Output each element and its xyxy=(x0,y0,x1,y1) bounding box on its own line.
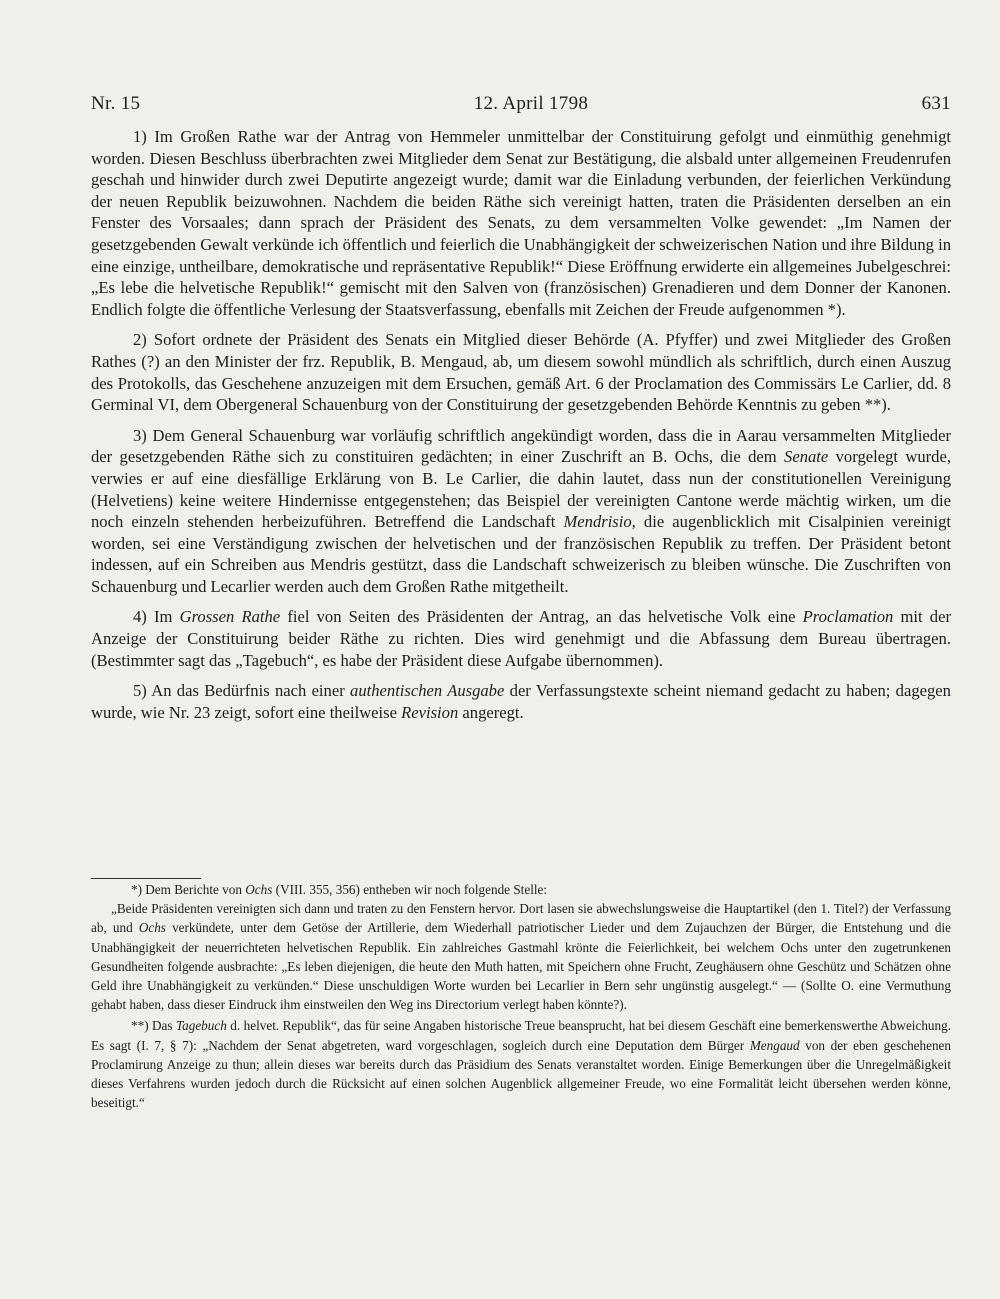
footnote-1-quote xyxy=(91,899,951,1014)
paragraph-text: fiel von Seiten des Präsidenten der Antrag, an das helvetische Volk eine xyxy=(280,607,803,627)
emphasis-text: Mengaud xyxy=(749,1037,800,1053)
paragraph-text: , die augenblicklich mit Cisalpinien vereinigt worden, sei eine Verständigung zwischen der helvetischen und der französischen Republik zu treffen. Der Präsident betont indessen, auf ein Schreiben aus Mendris gestützt, dass die Landschaft schweizerisch zu bleiben wünsche. Die Zuschriften von Schauenburg und Lecarlier werden auch dem Großen Rathe mitgetheilt. xyxy=(91,512,951,596)
paragraph-text: 1) Im Großen Rathe war der Antrag von Hemmeler unmittelbar der Constituirung gefolgt und einmüthig genehmigt worden. Diesen Beschluss überbrachten zwei Mitglieder dem Senat zur Bestätigung, die alsbald unter allgemeinen Freudenrufen geschah und hinwider durch zwei Deputirte angezeigt wurde; damit war die Einladung verbunden, der feierlichen Verkündung der neuen Republik beizuwohnen. Nachdem die beiden Räthe sich vereinigt hatten, traten die Präsidenten derselben an ein Fenster des Vorsaales; dann sprach der Präsident des Senats, zu dem versammelten Volke gewendet: „Im Namen der gesetzgebenden Gewalt verkünde ich öffentlich und feierlich die Unabhängigkeit der schweizerischen Nation und ihre Bildung in eine einzige, untheilbare, demokratische und repräsentative Republik!“ Diese Eröffnung erwiderte ein allgemeines Jubelgeschrei: „Es lebe die helvetische Republik!“ gemischt mit den Salven von (französischen) Grenadieren und dem Donner der Kanonen. Endlich folgte die öffentliche Verlesung der Staatsverfassung, ebenfalls mit Zeichen der Freude aufgenommen *). xyxy=(91,127,951,319)
emphasis-text: authentischen Ausgabe xyxy=(350,681,505,701)
emphasis-text: Proclamation xyxy=(802,607,894,627)
emphasis-text: Ochs xyxy=(138,920,166,936)
paragraph-5 xyxy=(91,680,951,723)
paragraph-4 xyxy=(91,606,951,671)
paragraph-text: mit der Anzeige der Constituirung beider Räthe zu richten. Dies wird genehmigt und die Abfassung dem Bureau übertragen. (Bestimmter sagt das „Tagebuch“, es habe der Präsident diese Aufgabe übernommen). xyxy=(91,607,951,670)
paragraph-text: 4) Im xyxy=(133,607,180,627)
emphasis-text: Revision xyxy=(401,702,459,722)
footnote-divider xyxy=(91,878,201,879)
footnote-text: **) Das xyxy=(131,1018,177,1034)
paragraph-3 xyxy=(91,425,951,598)
paragraph-2 xyxy=(91,329,951,415)
paragraph-text: vorgelegt wurde, verwies er auf eine diesfällige Erklärung von B. Le Carlier, die dahin lautet, dass nun der constitutionellen Vereinigung (Helvetiens) keine weitere Hindernisse entgegenstehen; das Beispiel der vereinigten Cantone werde mächtig wirken, um die noch einzeln stehenden herbeizuführen. Betreffend die Landschaft xyxy=(91,447,951,532)
footnote-2 xyxy=(91,1016,951,1112)
emphasis-text: Mendrisio xyxy=(563,512,632,532)
paragraph-text: angeregt. xyxy=(458,702,524,722)
paragraph-text: 5) An das Bedürfnis nach einer xyxy=(133,681,351,701)
paragraph-text: der Verfassungstexte scheint niemand gedacht zu haben; dagegen wurde, wie Nr. 23 zeigt, sofort eine theilweise xyxy=(91,681,951,722)
paragraph-1 xyxy=(91,126,951,320)
footnote-text: *) Dem Berichte von xyxy=(131,882,246,897)
document-number: Nr. 15 xyxy=(91,93,141,114)
footnote-text: (VIII. 355, 356) entheben wir noch folgende Stelle: xyxy=(272,882,548,897)
footnotes xyxy=(91,880,951,1112)
main-text xyxy=(91,126,951,732)
footnote-1 xyxy=(91,880,951,899)
page-number: 631 xyxy=(921,93,951,114)
paragraph-text: 3) Dem General Schauenburg war vorläufig schriftlich angekündigt worden, dass die in Aarau versammelten Mitglieder der gesetzgebenden Räthe sich zu constituiren gedächten; in einer Zuschrift an B. Ochs, die dem xyxy=(91,425,951,467)
emphasis-text: Ochs xyxy=(245,882,273,897)
footnote-text: verkündete, unter dem Getöse der Artillerie, dem Wiederhall patriotischer Lieder und dem Zujauchzen der Bürger, die Entstehung und die Unabhängigkeit der neuerrichteten helvetischen Republik. Ein zahlreiches Gastmahl krönte die Feierlichkeit, bei welchem Ochs unter den zugetrunkenen Gesundheiten folgende ausbrachte: „Es leben diejenigen, die heute den Muth hatten, mit Speichern ohne Frucht, Zeughäusern ohne Geschütz und Schätzen ohne Geld ihre Unabhängigkeit zu verkünden.“ Diese unschuldigen Worte wurden bei Lecarlier in Bern sehr ungünstig ausgelegt.“ — (Sollte O. eine Vermuthung gehabt haben, dass dieser Eindruck ihm einstweilen den Weg ins Directorium verlegt haben könnte?). xyxy=(91,920,951,1013)
footnote-text: „Beide Präsidenten vereinigten sich dann und traten zu den Fenstern hervor. Dort lasen sie abwechslungsweise die Hauptartikel (den 1. Titel?) der Verfassung ab, und xyxy=(91,901,951,936)
emphasis-text: Tagebuch xyxy=(176,1018,227,1034)
emphasis-text: Grossen Rathe xyxy=(179,607,281,627)
paragraph-text: 2) Sofort ordnete der Präsident des Senats ein Mitglied dieser Behörde (A. Pfyffer) und zwei Mitglieder des Großen Rathes (?) an den Minister der frz. Republik, B. Mengaud, ab, um diesem sowohl mündlich als schriftlich, durch einen Auszug des Protokolls, das Geschehene anzuzeigen mit dem Ersuchen, gemäß Art. 6 der Proclamation des Commissärs Le Carlier, dd. 8 Germinal VI, dem Obergeneral Schauenburg von der Constituirung der gesetzgebenden Behörde Kenntnis zu geben **). xyxy=(91,330,951,415)
footnote-text: d. helvet. Republik“, das für seine Angaben historische Treue beansprucht, hat bei diesem Geschäft eine bemerkenswerthe Abweichung. Es sagt (I. 7, § 7): „Nachdem der Senat abgetreten, ward vorgeschlagen, sogleich durch eine Deputation dem Bürger xyxy=(91,1018,951,1053)
page-header xyxy=(91,93,951,115)
document-date: 12. April 1798 xyxy=(473,93,589,114)
emphasis-text: Senate xyxy=(784,447,829,467)
footnote-text: von der eben geschehenen Proclamirung Anzeige zu thun; allein dieses war bereits durch das Präsidium des Senats veranstaltet worden. Einige Bemerkungen über die Unregelmäßigkeit dieses Verfahrens wurden jedoch durch die Rücksicht auf einen solchen Augenblick allgemeiner Freude, wo eine Formalität leicht übersehen werden könne, beseitigt.“ xyxy=(91,1037,952,1111)
